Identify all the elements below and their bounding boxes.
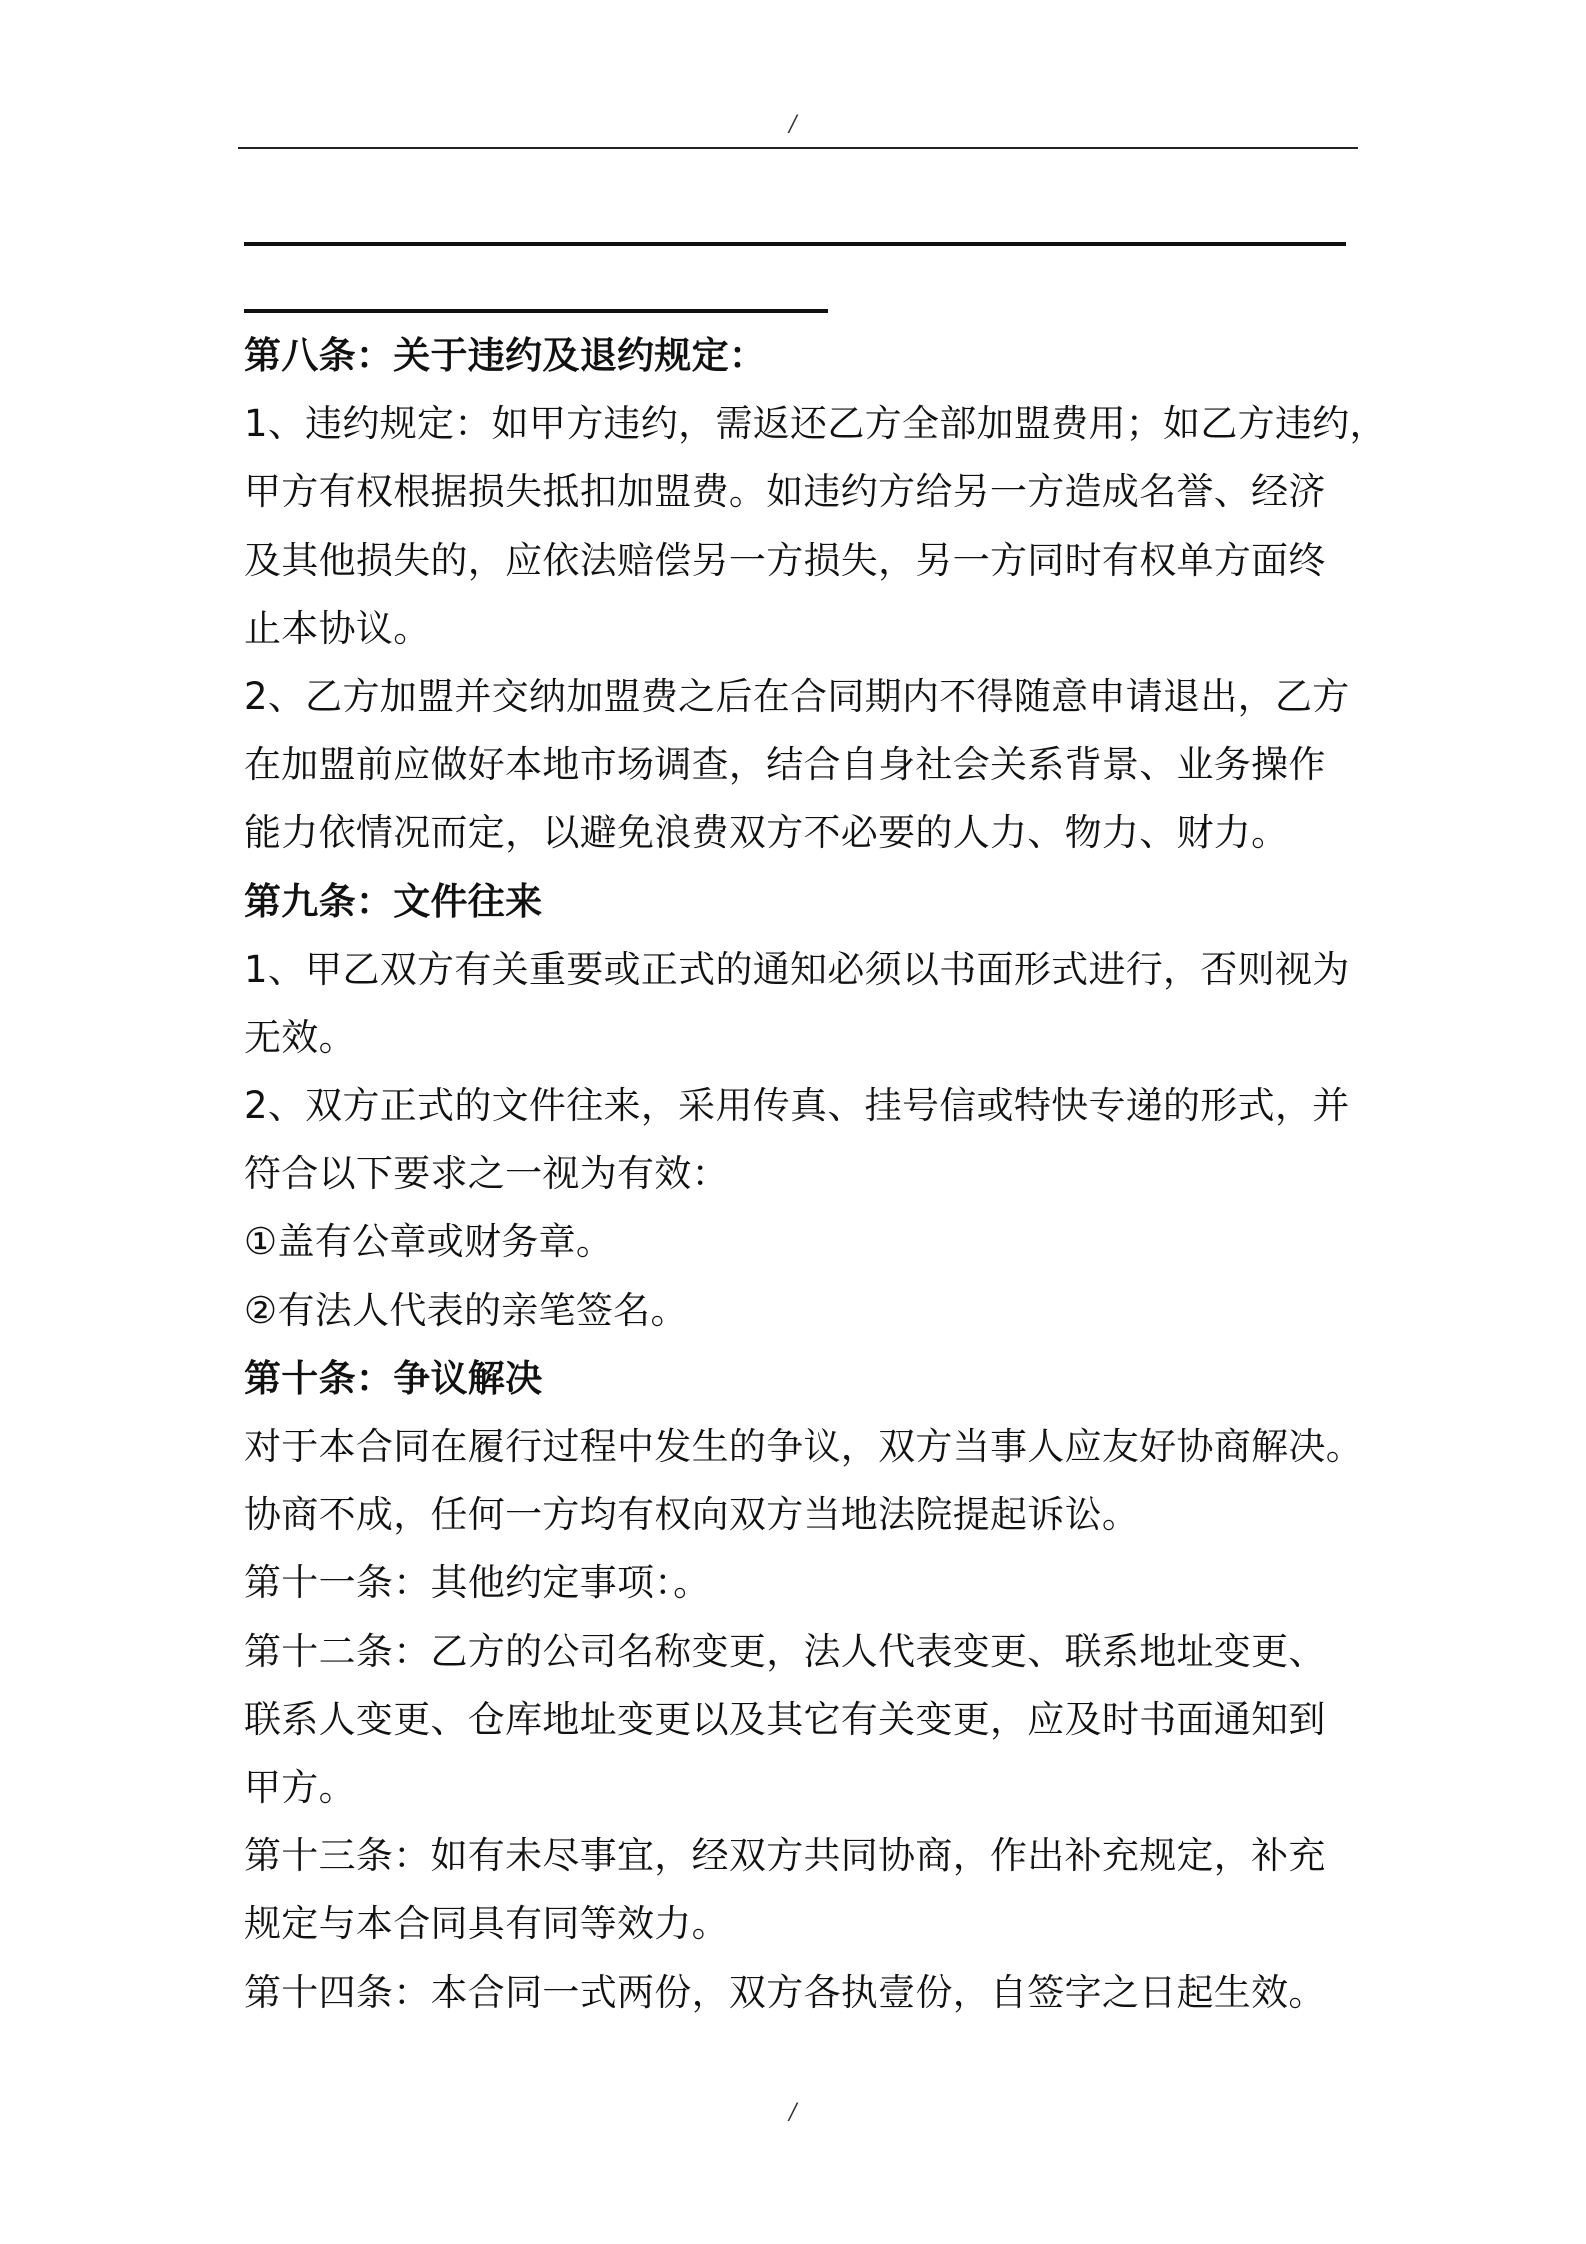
article-14-text: 第十四条：本合同一式两份，双方各执壹份，自签字之日起生效。: [244, 1970, 1326, 2014]
article-8-heading: 第八条：关于违约及退约规定：: [244, 334, 767, 377]
article-9-clause-2-line-2: 符合以下要求之一视为有效：: [244, 1152, 729, 1196]
article-8-clause-1-line-2: 甲方有权根据损失抵扣加盟费。如违约方给另一方造成名誉、经济: [244, 470, 1326, 514]
article-10-heading: 第十条：争议解决: [244, 1356, 543, 1400]
article-13-text-line-1: 第十三条：如有未尽事宜，经双方共同协商，作出补充规定，补充: [244, 1834, 1326, 1878]
article-13-text-line-2: 规定与本合同具有同等效力。: [244, 1902, 729, 1946]
article-10-text-line-1: 对于本合同在履行过程中发生的争议，双方当事人应友好协商解决。: [244, 1425, 1363, 1468]
article-8-clause-1-line-1: 1、违约规定：如甲方违约，需返还乙方全部加盟费用；如乙方违约，: [244, 402, 1387, 446]
article-12-text-line-3: 甲方。: [244, 1765, 356, 1809]
article-8-clause-2-line-1: 2、乙方加盟并交纳加盟费之后在合同期内不得随意申请退出，乙方: [244, 674, 1350, 718]
article-8-clause-1-line-3: 及其他损失的，应依法赔偿另一方损失，另一方同时有权单方面终: [244, 538, 1326, 582]
article-8-clause-2-line-2: 在加盟前应做好本地市场调查，结合自身社会关系背景、业务操作: [244, 743, 1326, 787]
article-8-clause-1-line-4: 止本协议。: [244, 606, 431, 650]
article-11-text: 第十一条：其他约定事项：。: [244, 1561, 711, 1605]
article-9-clause-2-line-1: 2、双方正式的文件往来，采用传真、挂号信或特快专递的形式，并: [244, 1084, 1350, 1128]
article-10-text-line-2: 协商不成，任何一方均有权向双方当地法院提起诉讼。: [244, 1493, 1140, 1537]
article-12-text-line-2: 联系人变更、仓库地址变更以及其它有关变更，应及时书面通知到: [244, 1697, 1326, 1741]
header-rule: [238, 147, 1358, 149]
article-12-text-line-1: 第十二条：乙方的公司名称变更，法人代表变更、联系地址变更、: [244, 1629, 1326, 1673]
article-9-requirement-1: ①盖有公章或财务章。: [244, 1220, 614, 1264]
contract-body: [244, 322, 1394, 2027]
article-9-requirement-2: ②有法人代表的亲笔签名。: [244, 1288, 688, 1332]
fill-in-blank-line-1: [244, 242, 1346, 246]
page-footer-mark: /: [789, 2100, 797, 2125]
article-9-clause-1-line-2: 无效。: [244, 1015, 356, 1059]
page-header-mark: /: [789, 112, 797, 137]
article-9-clause-1-line-1: 1、甲乙双方有关重要或正式的通知必须以书面形式进行，否则视为: [244, 947, 1350, 991]
fill-in-blank-line-2: [244, 309, 828, 313]
article-9-heading: 第九条：文件往来: [244, 879, 543, 923]
article-8-clause-2-line-3: 能力依情况而定，以避免浪费双方不必要的人力、物力、财力。: [244, 811, 1289, 855]
